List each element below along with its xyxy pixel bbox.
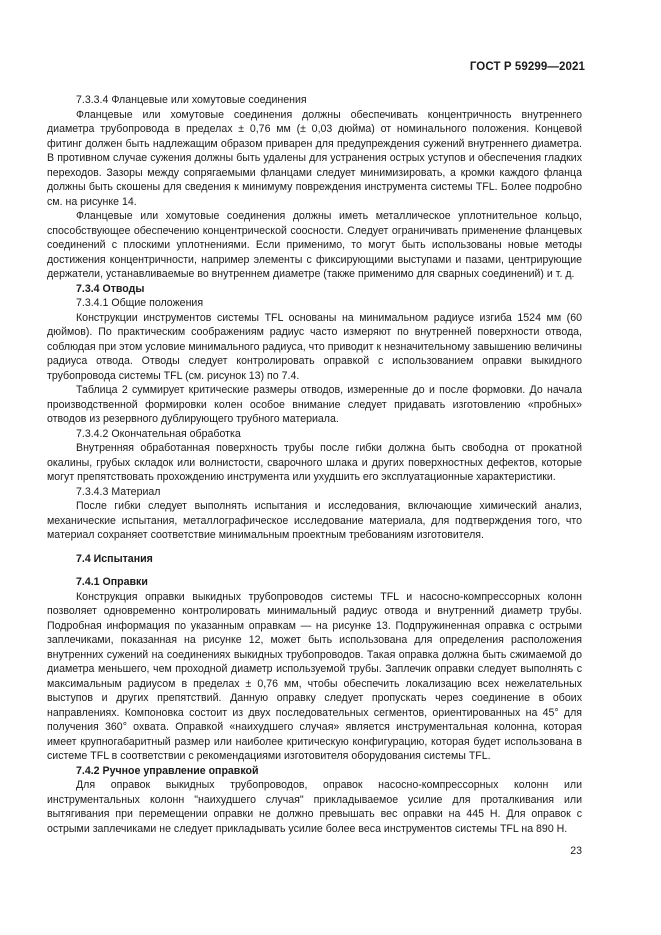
page-number: 23 xyxy=(570,845,582,857)
section-gap xyxy=(47,566,582,575)
body-paragraph: Конструкция оправки выкидных трубопроводов системы TFL и насосно-компрессорных колонн позволяет одновременно контролировать минимальный радиус отвода и внутренний диаметр трубы. Подробная информация по указанным оправкам — на рисунке 13. Подпружиненная оправка с острыми заплечиками, показанная на рисунке 12, может быть использована для определения расположения внутренних сужений на соединениях выкидных трубопроводов. Такая оправка должна быть сжимаемой до диаметра меньшего, чем проходной диаметр используемой трубы. Заплечик оправки следует выполнять с максимальным радиусом в пределах ± 0,76 мм, чтобы обеспечить локализацию всех нежелательных выступов и других препятствий. Данную оправку следует пропускать через соединение в обоих направлениях. Компоновка состоит из двух последовательных сегментов, ориентированных на 45° для получения 360° охвата. Оправкой «наихудшего случая» является инструментальная колонна, которая имеет крупногабаритный размер или наиболее критическую конфигурацию, которая будет использована в системе TFL в соответствии с рекомендациями изготовителя оборудования системы TFL. xyxy=(47,590,582,762)
section-heading: 7.4.2 Ручное управление оправкой xyxy=(76,764,259,777)
body-paragraph: Внутренняя обработанная поверхность трубы после гибки должна быть свободна от прокатной окалины, грубых складок или волнистости, сварочного шлака и других поверхностных дефектов, которые могут препятствовать прохождению инструмента или ухудшить его эксплуатационные характеристики. xyxy=(47,442,582,483)
section-heading: 7.3.4 Отводы xyxy=(76,282,145,295)
body-paragraph: Фланцевые или хомутовые соединения должны обеспечивать концентричность внутреннего диаметра трубопровода в пределах ± 0,76 мм (± 0,03 дюйма) от номинального положения. Концевой фитинг должен быть надлежащим образом приварен для предупреждения сужений внутреннего диаметра. В противном случае сужения должны быть удалены для устранения острых уступов и обеспечения гладких переходов. Зазоры между сопрягаемыми фланцами следует минимизировать, а кромки каждого фланца должны быть скошены для сведения к минимуму повреждения инструмента системы TFL. Более подробно см. на рисунке 14. xyxy=(47,108,582,208)
document-standard-id: ГОСТ Р 59299—2021 xyxy=(469,61,585,73)
subsection-heading: 7.3.4.3 Материал xyxy=(76,485,161,498)
subsection-heading: 7.3.4.2 Окончательная обработка xyxy=(76,427,241,440)
subsection-heading: 7.3.3.4 Фланцевые или хомутовые соединения xyxy=(76,94,307,106)
body-paragraph: Таблица 2 суммирует критические размеры отводов, измеренные до и после формовки. До начала производственной формировки колен особое внимание следует придавать изготовлению «пробных» отводов из резервного дублирующего трубного материала. xyxy=(47,384,582,425)
body-paragraph: После гибки следует выполнять испытания и исследования, включающие химический анализ, механические испытания, металлографическое исследование материала, для подтверждения того, что материал сохраняет соответствие минимальным проектным требованиям изготовителя. xyxy=(47,500,582,541)
section-heading: 7.4 Испытания xyxy=(76,552,153,565)
body-paragraph: Для оправок выкидных трубопроводов, оправок насосно-компрессорных колонн или инструментальных колонн "наихудшего случая" прикладываемое усилие для проталкивания или вытягивания при перемещении оправки не должно превышать вес оправки на 445 Н. Для оправок с острыми заплечиками не следует прикладывать усилие более веса инструментов системы TFL на 890 Н. xyxy=(47,779,582,835)
document-body xyxy=(47,93,582,836)
section-gap xyxy=(47,543,582,552)
body-paragraph: Конструкции инструментов системы TFL основаны на минимальном радиусе изгиба 1524 мм (60 дюймов). По практическим соображениям радиус часто измеряют по внутренней поверхности отвода, соблюдая при этом условие минимального радиуса, что приводит к незначительному завышению величины радиуса отвода. Отводы следует контролировать оправкой с использованием оправки выкидного трубопровода системы TFL (см. рисунок 13) по 7.4. xyxy=(47,311,582,382)
body-paragraph: Фланцевые или хомутовые соединения должны иметь металлическое уплотнительное кольцо, способствующее обеспечению концентрической соосности. Следует ограничивать применение фланцевых соединений с плоскими уплотнениями. Если применимо, то могут быть использованы новые методы достижения концентричности, например элементы с фиксирующими выступами и пазами, центрирующие держатели, устанавливаемые во внутреннем диаметре (также применимо для сварных соединений) и т. д. xyxy=(47,210,582,280)
subsection-heading: 7.3.4.1 Общие положения xyxy=(76,297,204,309)
section-heading: 7.4.1 Оправки xyxy=(76,576,148,588)
